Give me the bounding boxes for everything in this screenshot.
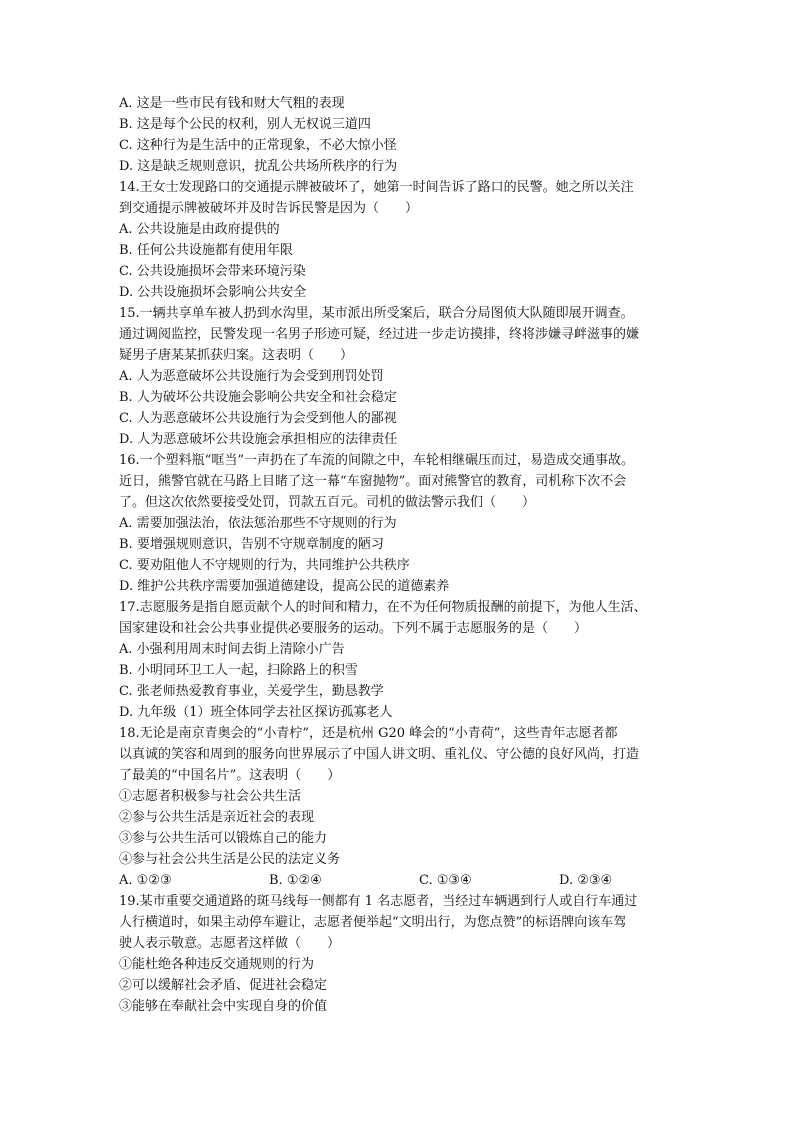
question-16-line: 了。但这次依然要接受处罚，罚款五百元。司机的做法警示我们（ ） bbox=[119, 495, 536, 510]
option-a: A. ①②③ bbox=[119, 873, 172, 888]
question-18-line: 了最美的“中国名片”。这表明（ ） bbox=[119, 768, 341, 783]
text-line: ②可以缓解社会矛盾、促进社会稳定 bbox=[119, 978, 328, 993]
question-15-line: 15.一辆共享单车被人扔到水沟里，某市派出所受案后，联合分局图侦大队随即展开调查。 bbox=[119, 306, 634, 321]
text-line: B. 小明同环卫工人一起，扫除路上的积雪 bbox=[119, 663, 358, 678]
text-line: A. 这是一些市民有钱和财大气粗的表现 bbox=[119, 96, 345, 111]
option-c: C. ①③④ bbox=[419, 873, 472, 888]
option-b: B. ①②④ bbox=[269, 873, 322, 888]
question-17-line: 国家建设和社会公共事业提供必要服务的运动。下列不属于志愿服务的是（ ） bbox=[119, 621, 588, 636]
question-19-line: 驶人表示敬意。志愿者这样做（ ） bbox=[119, 936, 341, 951]
question-14-line: 14.王女士发现路口的交通提示牌被破坏了，她第一时间告诉了路口的民警。她之所以关注 bbox=[119, 180, 634, 195]
text-line: D. 人为恶意破坏公共设施会承担相应的法律责任 bbox=[119, 432, 398, 447]
question-16-line: 近日，熊警官就在马路上目睹了这一幕“车窗抛物”。面对熊警官的教育，司机称下次不会 bbox=[119, 474, 627, 489]
text-line: ①志愿者积极参与社会公共生活 bbox=[119, 789, 302, 804]
text-line: A. 需要加强法治，依法惩治那些不守规则的行为 bbox=[119, 516, 397, 531]
text-line: ②参与公共生活是亲近社会的表现 bbox=[119, 810, 315, 825]
answer-options-row bbox=[119, 870, 679, 891]
question-19-line: 19.某市重要交通道路的斑马线每一侧都有 1 名志愿者，当经过车辆遇到行人或自行车通过 bbox=[119, 894, 638, 909]
question-16-line: 16.一个塑料瓶“哐当”一声扔在了车流的间隙之中，车轮相继碾压而过，易造成交通事故。 bbox=[119, 453, 634, 468]
text-line: D. 这是缺乏规则意识，扰乱公共场所秩序的行为 bbox=[119, 159, 398, 174]
text-line: A. 公共设施是由政府提供的 bbox=[119, 222, 280, 237]
question-18-line: 以真诚的笑容和周到的服务向世界展示了中国人讲文明、重礼仪、守公德的良好风尚，打造 bbox=[119, 747, 640, 762]
text-line: ①能杜绝各种违反交通规则的行为 bbox=[119, 957, 315, 972]
question-15-line: 通过调阅监控，民警发现一名男子形迹可疑，经过进一步走访摸排，终将涉嫌寻衅滋事的嫌 bbox=[119, 327, 640, 342]
question-19-line: 人行横道时，如果主动停车避让，志愿者便举起“文明出行，为您点赞”的标语牌向该车驾 bbox=[119, 915, 627, 930]
text-line: B. 人为破坏公共设施会影响公共安全和社会稳定 bbox=[119, 390, 397, 405]
text-line: ④参与社会公共生活是公民的法定义务 bbox=[119, 852, 341, 867]
text-line: D. 九年级（1）班全体同学去社区探访孤寡老人 bbox=[119, 705, 393, 720]
text-line: A. 人为恶意破坏公共设施行为会受到刑罚处罚 bbox=[119, 369, 384, 384]
text-line: D. 维护公共秩序需要加强道德建设，提高公民的道德素养 bbox=[119, 579, 450, 594]
question-15-line: 疑男子唐某某抓获归案。这表明（ ） bbox=[119, 348, 354, 363]
text-line: B. 这是每个公民的权利，别人无权说三道四 bbox=[119, 117, 371, 132]
question-17-line: 17.志愿服务是指自愿贡献个人的时间和精力，在不为任何物质报酬的前提下，为他人生活、 bbox=[119, 600, 647, 615]
text-line: B. 要增强规则意识，告别不守规章制度的陋习 bbox=[119, 537, 384, 552]
question-14-line: 到交通提示牌被破坏并及时告诉民警是因为（ ） bbox=[119, 201, 419, 216]
text-line: B. 任何公共设施都有使用年限 bbox=[119, 243, 293, 258]
text-line: D. 公共设施损坏会影响公共安全 bbox=[119, 285, 307, 300]
text-line: C. 人为恶意破坏公共设施行为会受到他人的鄙视 bbox=[119, 411, 397, 426]
text-line: C. 要劝阻他人不守规则的行为，共同维护公共秩序 bbox=[119, 558, 410, 573]
question-18-line: 18.无论是南京青奥会的“小青柠”，还是杭州 G20 峰会的“小青荷”，这些青年志愿者都 bbox=[119, 726, 618, 741]
text-line: ③参与公共生活可以锻炼自己的能力 bbox=[119, 831, 328, 846]
option-d: D. ②③④ bbox=[559, 873, 613, 888]
text-line: ③能够在奉献社会中实现自身的价值 bbox=[119, 999, 328, 1014]
text-line: A. 小强利用周末时间去街上清除小广告 bbox=[119, 642, 345, 657]
text-line: C. 张老师热爱教育事业，关爱学生，勤恳教学 bbox=[119, 684, 384, 699]
exam-page bbox=[119, 93, 679, 1017]
text-line: C. 公共设施损坏会带来环境污染 bbox=[119, 264, 306, 279]
text-line: C. 这种行为是生活中的正常现象，不必大惊小怪 bbox=[119, 138, 397, 153]
